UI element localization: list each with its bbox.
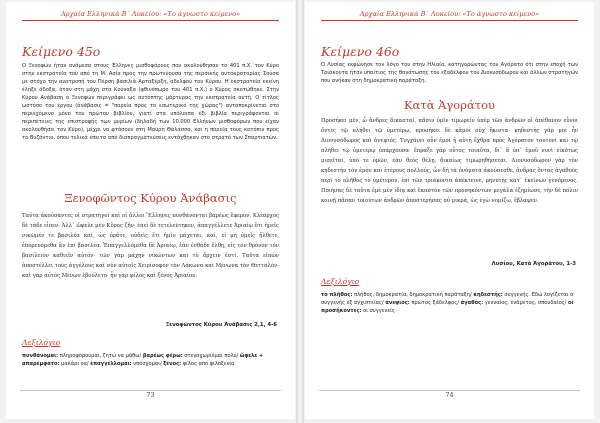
lexicon-term: ἀγαθός: (460, 300, 484, 307)
lexicon-definition: στεναχωριέμαι πολύ/ (182, 353, 240, 359)
lexicon-definition: πληροφορούμαι, ζητώ να μάθω/ (58, 353, 143, 359)
greek-text-title: Κατὰ Ἀγοράτου (403, 98, 496, 112)
source-citation: Ξενοφῶντος Κύρου Ἀνάβασις 2,1, 4-6 (165, 322, 277, 328)
lexicon-term: βαρέως φέρω: (142, 353, 183, 359)
greek-text-title: Ξενοφῶντος Κύρου Ἀνάβασις (64, 191, 237, 205)
lexicon-term: πυνθάνομαι: (22, 353, 59, 359)
lexicon-term: ξένος: (163, 361, 182, 368)
text-title: Κείμενο 46ο (321, 44, 400, 59)
lexicon-definition: συγγενής. Εδώ λογίζεται ο συγγενής εξ αγχιστείας/ (321, 292, 574, 307)
intro-paragraph: Ο Λυσίας εκφώνησε τον λόγο του στην Ηλιαία, κατηγορώντας τον Αγόρατο ότι στην εποχή των Τριάκοντα ήταν υπαίτιος της θανάτωσης του εξαδέλφου του Διονυσόδωρου και άλλων στρατηγών που ανήκαν στη δημοκρατική παράταξη. (321, 62, 578, 84)
lexicon-definition: μακάρι να/ (59, 361, 91, 368)
book-spine (296, 0, 304, 423)
page-header: Αρχαία Ελληνικά Β΄ Λυκείου: «Το άγνωστο κείμενο» (321, 10, 578, 21)
lexicon-term: κηδεστής: (473, 292, 503, 298)
lexicon-term: ἐπαγγέλλομαι: (90, 361, 132, 368)
lexicon-definition: πλήθος, δημοκρατία, δημοκρατική παράταξη/ (352, 292, 474, 298)
right-page (305, 2, 594, 419)
lexicon-definition: οι συγγενείς (361, 308, 395, 315)
greek-passage: Προσήκει μέν, ὦ ἄνδρες δικασταί, πᾶσιν ὑμῖν τιμωρεῖν ὑπὲρ τῶν ἀνδρῶν οἳ ἀπέθανον εὖνοι ὄντες τῷ πλήθει τῷ ὑμετέρῳ, προσήκει δὲ κἀμοὶ οὐχ ἥκιστα· κηδεστὴς γάρ μοι ἦν Διονυσόδωρος καὶ ἀνεψιός. Τυγχάνει οὖν ἐμοὶ ἡ αὐτὴ ἔχθρα πρὸς Ἀγόρατον τουτονὶ καὶ τῷ πλήθει τῷ ὑμετέρῳ ὑπάρχουσα· ἔπραξε γὰρ οὗτος τοιαῦτα, δι᾽ ἃ ὑπ᾽ ἐμοῦ νυνὶ εἰκότως μισεῖται, ὑπὸ τε ὑμῶν, ἐὰν θεὸς θέλῃ, δικαίως τιμωρηθήσεται. Διονυσόδωρον γὰρ τὸν κηδεστὴν τὸν ἐμὸν καὶ ἑτέρους πολλούς, ὧν δὴ τὰ ὀνόματα ἀκούσεσθε, ἄνδρας ὄντας ἀγαθοὺς περὶ τὸ πλῆθος τὸ ὑμέτερον, ἐπὶ τῶν τριάκοντα ἀπέκτεινε, μηνυτὴς κατ᾽ ἐκείνων γενόμενος. Ποιήσας δὲ ταῦτα ἐμὲ μὲν ἰδίᾳ καὶ ἕκαστον τῶν προσηκόντων μεγάλα ἐζημίωσε, τὴν δὲ πόλιν κοινῇ πᾶσαν τοιούτων ἀνδρῶν ἀποστερήσας οὐ μικρά, ὡς ἐγὼ νομίζω, ἔβλαψεν. (321, 118, 578, 204)
lexicon-definition: υπόσχομαι/ (131, 361, 164, 368)
lexicon-definition: φίλος από φιλοξενία (181, 361, 235, 368)
source-citation: Λυσίου, Κατὰ Ἀγοράτου, 1-3 (491, 261, 576, 267)
lexicon-title: Λεξιλόγιο (22, 338, 61, 347)
lexicon-term: ὤφελε + απαρέμφατο: (22, 353, 264, 368)
page-number: 74 (445, 391, 454, 399)
greek-passage: Ταῦτα ἀκούσαντες οἱ στρατηγοὶ καὶ οἱ ἄλλοι Ἕλληνες πυνθάνονται βαρέως ἔφερον. Κλέαρχος δὲ τάδε εἶπεν· Ἀλλ᾽ ὤφελε μὲν Κῦρος ζῆν· ἐπεὶ δὲ τετελεύτηκεν, ἀπαγγέλλετε Ἀριαίῳ ὅτι ἡμεῖς νικῶμέν τε βασιλέα καί, ὡς ὁρᾶτε, οὐδεὶς ἔτι ἡμῖν μάχεται, καί, εἰ μὴ ὑμεῖς ἤλθετε, ἐπορευόμεθα ἂν ἐπὶ βασιλέα. Ἐπαγγελλόμεθα δὲ Ἀριαίῳ, ἐὰν ἐνθάδε ἔλθῃ, εἰς τὸν θρόνον τὸν βασίλειον καθιεῖν αὐτόν· τῶν γὰρ μάχην νικώντων καὶ τὸ ἄρχειν ἐστί. Ταῦτα εἰπὼν ἀποστέλλει τοὺς ἀγγέλους καὶ σὺν αὐτοῖς Χειρίσοφον τὸν Λάκωνα καὶ Μένωνα τὸν Θετταλόν· καὶ γὰρ αὐτὸς Μένων ἐβούλετο· ἦν γὰρ φίλος καὶ ξένος Ἀριαίου. (22, 213, 279, 279)
lexicon-entries (22, 352, 279, 368)
text-title: Κείμενο 45ο (22, 44, 101, 59)
lexicon-entries (321, 291, 578, 316)
lexicon-title: Λεξιλόγιο (321, 277, 360, 286)
lexicon-definition: πρώτος ξάδελφος/ (409, 300, 461, 307)
lexicon-term: τὸ πλῆθος: (321, 292, 353, 298)
intro-paragraph: Ο Ξενοφών ήταν ανάμεσα στους Έλληνες μισθοφόρους που ακολούθησαν το 401 π.Χ. τον Κύρο στην εκστρατεία του από τη Μ. Ασία προς την πρωτεύουσα της περσικής αυτοκρατορίας Σούσα με στόχο την ανατροπή του Πέρση βασιλιά Αρταξέρξη, αδελφού του Κύρου. Η εκστρατεία εκείνη έληξε άδοξα, όταν στη μάχη στα Κούναξα (φθινόπωρο του 401 π.Χ.) ο Κύρος σκοτώθηκε. Στην Κύρου Ανάβαση ο Ξενοφών περιγράφει ως αυτόπτης μάρτυρας την εκστρατεία αυτή. Ο τίτλος ωστόσο του έργου (ἀνάβασις = "πορεία προς το εσωτερικό της χώρας") ανταποκρίνεται στο περιεχόμενο μόνο του πρώτου βιβλίου, γιατί στα υπόλοιπα έξι βιβλία περιγράφονται οι περιπέτειες της επιστροφής των μυρίων (δηλαδή των 10.000 Ελλήνων μισθοφόρων που είχαν ακολουθήσει τον Κύρο), μέχρι να φτάσουν στη Μαύρη Θάλασσα, και η πορεία τους κατόπιν προς το Βυζάντιο, όπου τελικά έπειτα από διαπραγματεύσεις εντάχθηκαν στο στρατό των Σπαρτιατών. (22, 63, 279, 141)
lexicon-term: ἀνεψιός: (385, 300, 410, 307)
page-header: Αρχαία Ελληνικά Β΄ Λυκείου: «Το άγνωστο κείμενο» (22, 10, 279, 21)
lexicon-definition: γενναίος, ενάρετος, σπουδαίος/ (483, 300, 569, 307)
left-page (6, 2, 295, 419)
page-number: 73 (146, 391, 155, 399)
lexicon-term: οἱ προσήκοντες: (321, 300, 574, 315)
